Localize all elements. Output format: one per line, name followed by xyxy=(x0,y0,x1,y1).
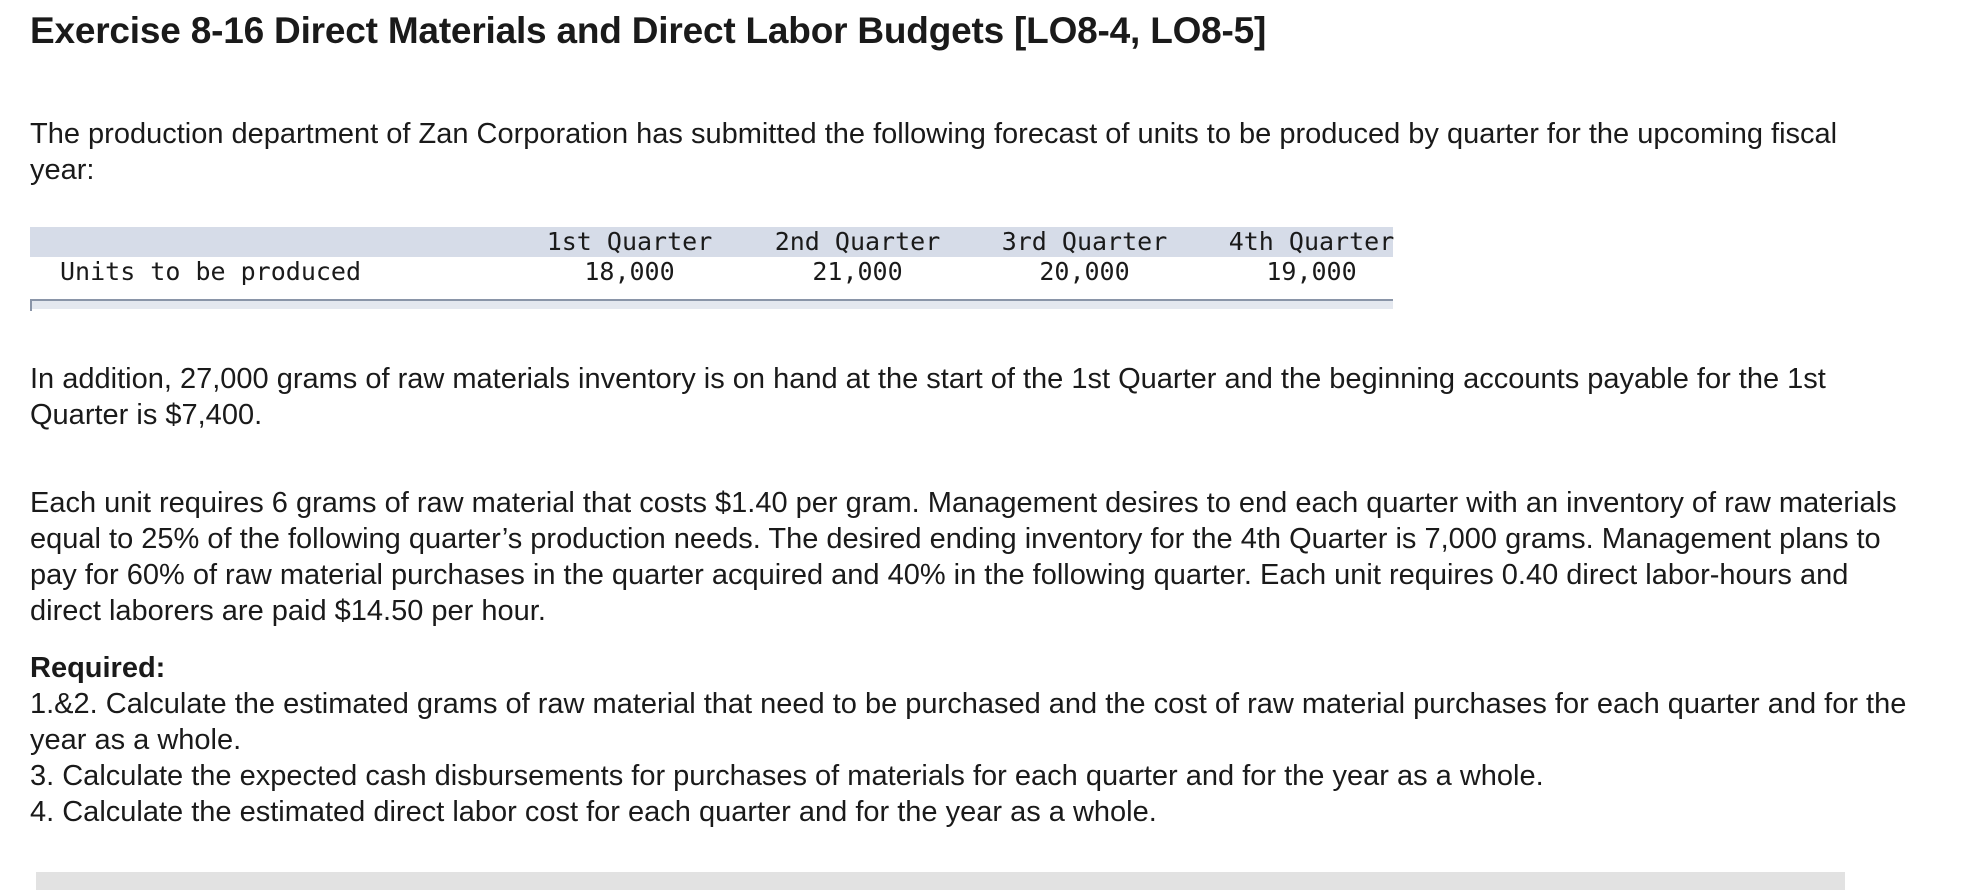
exercise-title: Exercise 8-16 Direct Materials and Direct Labor Budgets [LO8-4, LO8-5] xyxy=(30,10,1267,51)
column-header-q3: 3rd Quarter xyxy=(1001,227,1168,256)
table-header-row xyxy=(30,227,1393,257)
answer-panel-edge xyxy=(36,872,1845,890)
required-section xyxy=(30,650,1910,830)
assumptions-paragraph: Each unit requires 6 grams of raw material that costs $1.40 per gram. Management desires to end each quarter with an inventory of raw materials equal to 25% of the following quarter’s production needs. The desired ending inventory for the 4th Quarter is 7,000 grams. Management plans to pay for 60% of raw material purchases in the quarter acquired and 40% in the following quarter. Each unit requires 0.40 direct labor-hours and direct laborers are paid $14.50 per hour. xyxy=(30,487,1897,627)
column-header-q4: 4th Quarter xyxy=(1228,227,1395,256)
required-item-4: 4. Calculate the estimated direct labor cost for each quarter and for the year as a whole. xyxy=(30,796,1157,828)
required-heading: Required: xyxy=(30,652,166,684)
cell-units-q3: 20,000 xyxy=(1039,257,1130,286)
intro-paragraph: The production department of Zan Corporation has submitted the following forecast of units to be produced by quarter for the upcoming fiscal year: xyxy=(30,118,1838,186)
cell-units-q2: 21,000 xyxy=(812,257,903,286)
column-header-q1: 1st Quarter xyxy=(546,227,713,256)
units-forecast-table xyxy=(30,227,1393,287)
table-row xyxy=(30,257,1393,287)
cell-units-q4: 19,000 xyxy=(1266,257,1357,286)
addition-paragraph: In addition, 27,000 grams of raw materials inventory is on hand at the start of the 1st Quarter and the beginning accounts payable for the 1st Quarter is $7,400. xyxy=(30,363,1826,431)
required-item-1-2: 1.&2. Calculate the estimated grams of raw material that need to be purchased and the cost of raw material purchases for each quarter and for the year as a whole. xyxy=(30,688,1907,756)
column-header-q2: 2nd Quarter xyxy=(774,227,941,256)
row-label-units: Units to be produced xyxy=(60,257,362,286)
required-item-3: 3. Calculate the expected cash disbursements for purchases of materials for each quarter and for the year as a whole. xyxy=(30,760,1544,792)
table-left-tick xyxy=(30,299,32,311)
table-bottom-shade xyxy=(30,301,1393,309)
cell-units-q1: 18,000 xyxy=(584,257,675,286)
